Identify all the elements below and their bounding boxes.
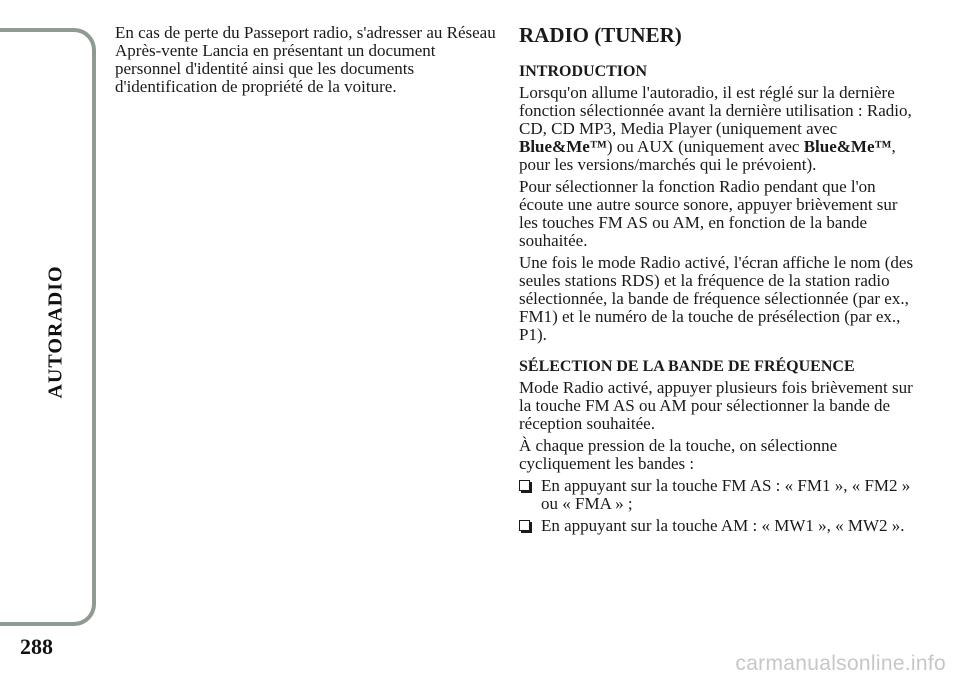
introduction-paragraph-2: Pour sélectionner la fonction Radio pendant que l'on écoute une autre source sonore, appuyer brièvement sur les touches FM AS ou AM, en fonction de la bande souhaitée. — [519, 177, 898, 250]
chapter-side-tab — [0, 28, 96, 626]
chapter-label: AUTORADIO — [44, 265, 67, 399]
page-number: 288 — [20, 634, 53, 659]
introduction-paragraph-3: Une fois le mode Radio activé, l'écran affiche le nom (des seules stations RDS) et la fréquence de la station radio sélectionnée, la bande de fréquence sélectionnée (par ex., FM1) et le numéro de la touche de présélection (par ex., P1). — [519, 253, 914, 344]
brand-name: Blue&Me™ — [519, 137, 607, 156]
introduction-heading: INTRODUCTION — [519, 63, 648, 80]
passport-loss-paragraph: En cas de perte du Passeport radio, s'adresser au Réseau Après-vente Lancia en présentant un document personnel d'identité ainsi que les documents d'identification de propriété de la voiture. — [115, 23, 496, 96]
band-paragraph-1: Mode Radio activé, appuyer plusieurs fois brièvement sur la touche FM AS ou AM pour sélectionner la bande de réception souhaitée. — [519, 378, 913, 433]
bullet-item: En appuyant sur la touche AM : « MW1 », « MW2 ». — [519, 517, 919, 535]
bullet-item: En appuyant sur la touche FM AS : « FM1 », « FM2 » ou « FMA » ; — [519, 477, 919, 513]
checkbox-bullet-icon — [519, 480, 530, 491]
introduction-paragraph-1: Lorsqu'on allume l'autoradio, il est réglé sur la dernière fonction sélectionnée avant la dernière utilisation : Radio, CD, CD MP3, Media Player (uniquement avec Blue&Me™) ou AUX (uniquement avec Blue&Me™, pour les versions/marchés qui le prévoient). — [519, 83, 912, 174]
left-column — [115, 24, 500, 100]
watermark: carmanualsonline.info — [735, 652, 946, 675]
checkbox-bullet-icon — [519, 520, 530, 531]
band-selection-heading: SÉLECTION DE LA BANDE DE FRÉQUENCE — [519, 358, 855, 375]
band-paragraph-2: À chaque pression de la touche, on sélectionne cycliquement les bandes : — [519, 436, 838, 473]
right-column — [519, 24, 919, 539]
section-title: RADIO (TUNER) — [519, 23, 682, 47]
brand-name: Blue&Me™ — [803, 137, 892, 156]
